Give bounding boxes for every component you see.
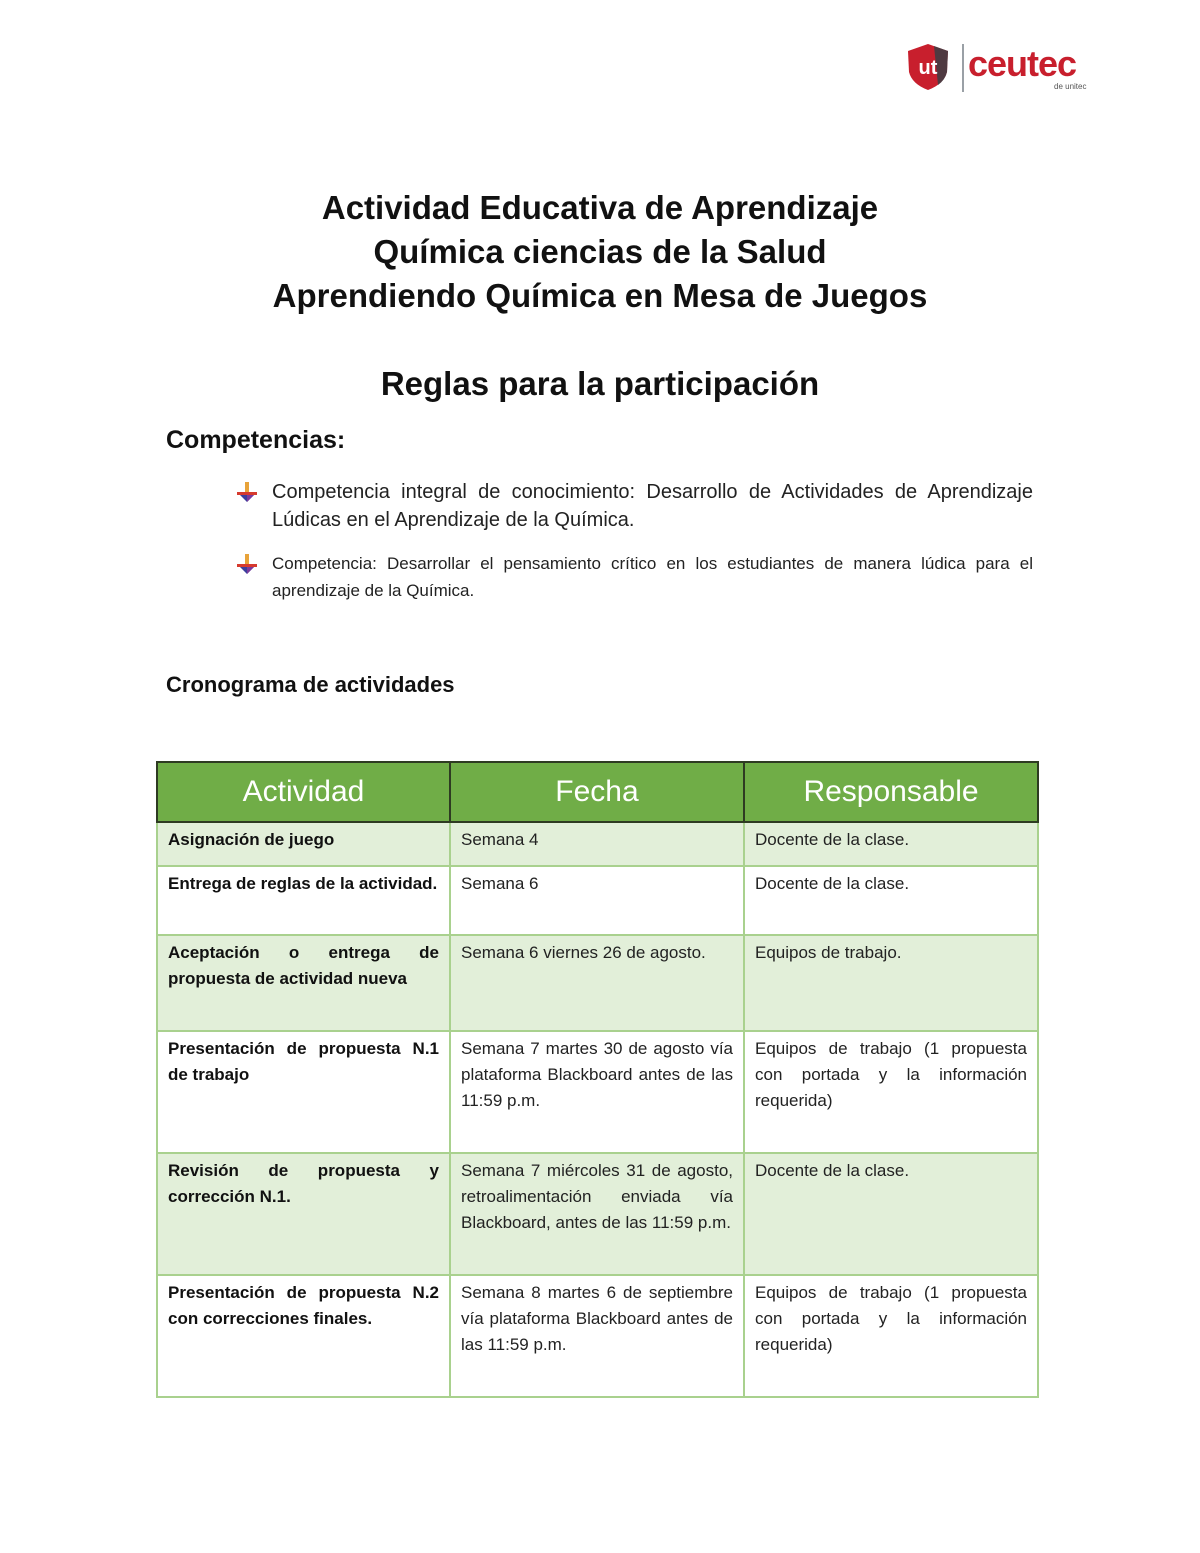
- cell-actividad: Aceptación o entrega de propuesta de actividad nueva: [157, 935, 450, 1031]
- competencias-heading: Competencias:: [166, 426, 346, 454]
- cronograma-table: [156, 761, 1039, 1398]
- cell-responsable: Docente de la clase.: [744, 1153, 1038, 1275]
- arrow-bullet-icon: [236, 553, 258, 575]
- table-row: [157, 935, 1038, 1031]
- cell-actividad: Entrega de reglas de la actividad.: [157, 866, 450, 935]
- table-row: [157, 1275, 1038, 1397]
- title-line-1: Actividad Educativa de Aprendizaje: [321, 189, 879, 226]
- arrow-bullet-icon: [236, 481, 258, 503]
- ceutec-logo: [904, 42, 1104, 96]
- competencia-item: [236, 478, 1033, 534]
- title-line-2: Química ciencias de la Salud: [373, 233, 827, 270]
- cell-responsable: Docente de la clase.: [744, 866, 1038, 935]
- cell-fecha: Semana 6: [450, 866, 744, 935]
- competencia-text: Competencia integral de conocimiento: Desarrollo de Actividades de Aprendizaje Lúdicas en el Aprendizaje de la Química.: [272, 481, 1033, 531]
- competencias-list: [236, 478, 1033, 604]
- document-title: [0, 186, 1200, 318]
- cell-actividad: Presentación de propuesta N.1 de trabajo: [157, 1031, 450, 1153]
- logo-badge-text: ut: [918, 57, 938, 79]
- cell-fecha: Semana 7 martes 30 de agosto vía plataforma Blackboard antes de las 11:59 p.m.: [450, 1031, 744, 1153]
- ut-badge-icon: [904, 42, 952, 92]
- cell-fecha: Semana 8 martes 6 de septiembre vía plataforma Blackboard antes de las 11:59 p.m.: [450, 1275, 744, 1397]
- cell-actividad: Asignación de juego: [157, 822, 450, 866]
- table-header-row: [157, 762, 1038, 822]
- document-subtitle: Reglas para la participación: [380, 365, 820, 402]
- header-responsable: Responsable: [744, 762, 1038, 822]
- cell-fecha: Semana 4: [450, 822, 744, 866]
- logo-brand: ceutec: [968, 43, 1077, 84]
- competencia-item: [236, 550, 1033, 604]
- table-row: [157, 866, 1038, 935]
- cell-fecha: Semana 7 miércoles 31 de agosto, retroalimentación enviada vía Blackboard, antes de las 11:59 p.m.: [450, 1153, 744, 1275]
- cell-fecha: Semana 6 viernes 26 de agosto.: [450, 935, 744, 1031]
- cell-responsable: Docente de la clase.: [744, 822, 1038, 866]
- header-fecha: Fecha: [450, 762, 744, 822]
- cronograma-heading: Cronograma de actividades: [166, 672, 455, 697]
- header-actividad: Actividad: [157, 762, 450, 822]
- cell-responsable: Equipos de trabajo (1 propuesta con portada y la información requerida): [744, 1031, 1038, 1153]
- competencia-text: Competencia: Desarrollar el pensamiento crítico en los estudiantes de manera lúdica para el aprendizaje de la Química.: [272, 554, 1033, 600]
- table-row: [157, 822, 1038, 866]
- logo-subtext: de unitec: [1054, 82, 1087, 91]
- logo-separator: [962, 44, 964, 92]
- title-line-3: Aprendiendo Química en Mesa de Juegos: [272, 277, 928, 314]
- cell-actividad: Presentación de propuesta N.2 con correcciones finales.: [157, 1275, 450, 1397]
- table-row: [157, 1153, 1038, 1275]
- table-row: [157, 1031, 1038, 1153]
- cell-responsable: Equipos de trabajo (1 propuesta con portada y la información requerida): [744, 1275, 1038, 1397]
- cell-actividad: Revisión de propuesta y corrección N.1.: [157, 1153, 450, 1275]
- cell-responsable: Equipos de trabajo.: [744, 935, 1038, 1031]
